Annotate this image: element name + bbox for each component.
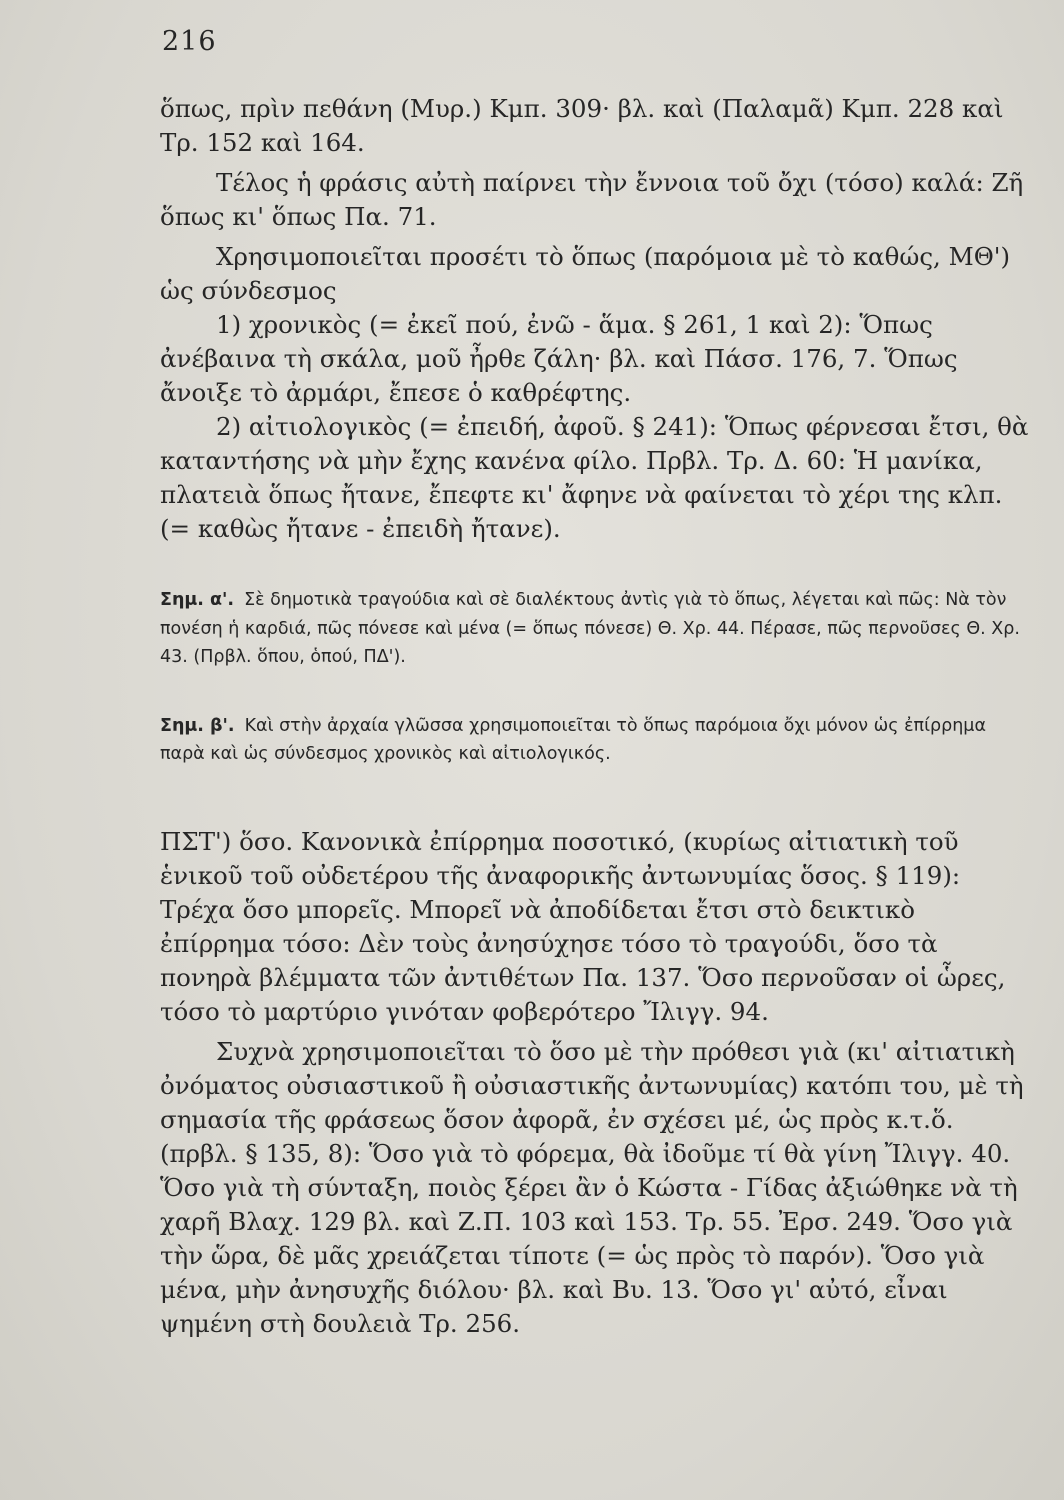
note-b — [160, 712, 1030, 769]
note-b-text: Καὶ στὴν ἀρχαία γλῶσσα χρησιμοποιεῖται τὸ ὅπως παρόμοια ὄχι μόνον ὡς ἐπίρρημα παρὰ καὶ ὡς σύνδεσμος χρονικὸς καὶ αἰτιολογικός. — [160, 715, 986, 764]
note-b-label: Σημ. β'. — [160, 715, 235, 736]
page-body — [160, 92, 1030, 1341]
note-a-label: Σημ. α'. — [160, 590, 235, 610]
text-line: 1) χρονικὸς (= ἐκεῖ πού, ἐνῶ - ἅμα. § 261, 1 καὶ 2): Ὅπως ἀνέβαινα τὴ σκάλα, μοῦ ἦρθε ζάλη· βλ. καὶ Πάσσ. 176, 7. Ὅπως ἄνοιξε τὸ ἀρμάρι, ἔπεσε ὁ καθρέφτης. — [160, 310, 958, 407]
note-a — [160, 586, 1030, 672]
text-line: 2) αἰτιολογικὸς (= ἐπειδή, ἀφοῦ. § 241): Ὅπως φέρνεσαι ἔτσι, θὰ καταντήσης νὰ μὴν ἔχης κανένα φίλο. Πρβλ. Τρ. Δ. 60: Ἡ μανίκα, πλατειὰ ὅπως ἤτανε, ἔπεφτε κι' ἄφηνε νὰ φαίνεται τὸ χέρι της κλπ. (= καθὼς ἤτανε - ἐπειδὴ ἤτανε). — [160, 412, 1029, 543]
paragraph-oso — [160, 825, 1030, 1029]
paragraph-chronikos — [160, 308, 1030, 410]
paragraph-syndesmos — [160, 240, 1030, 308]
text-line: Τέλος ἡ φράσις αὐτὴ παίρνει τὴν ἔννοια τοῦ ὄχι (τόσο) καλά: Ζῆ ὅπως κι' ὅπως Πα. 71. — [160, 168, 1024, 231]
paragraph-opos-prin — [160, 92, 1030, 160]
paragraph-aitiologikos — [160, 410, 1030, 546]
text-line: ὅπως, πρὶν πεθάνη (Μυρ.) Κμπ. 309· βλ. καὶ (Παλαμᾶ) Κμπ. 228 καὶ Τρ. 152 καὶ 164. — [160, 94, 1004, 157]
paragraph-oso-gia — [160, 1035, 1030, 1341]
text-line: Συχνὰ χρησιμοποιεῖται τὸ ὅσο μὲ τὴν πρόθεσι γιὰ (κι' αἰτιατικὴ ὀνόματος οὐσιαστικοῦ ἢ οὐσιαστικῆς ἀντωνυμίας) κατόπι του, μὲ τὴ σημασία τῆς φράσεως ὅσον ἀφορᾶ, ἐν σχέσει μέ, ὡς πρὸς κ.τ.ὅ. (πρβλ. § 135, 8): Ὅσο γιὰ τὸ φόρεμα, θὰ ἰδοῦμε τί θὰ γίνη Ἴλιγγ. 40. Ὅσο γιὰ τὴ σύνταξη, ποιὸς ξέρει ἂν ὁ Κώστα - Γίδας ἀξιώθηκε νὰ τὴ χαρῆ Βλαχ. 129 βλ. καὶ Ζ.Π. 103 καὶ 153. Τρ. 55. Ἐρσ. 249. Ὅσο γιὰ τὴν ὥρα, δὲ μᾶς χρειάζεται τίποτε (= ὡς πρὸς τὸ παρόν). Ὅσο γιὰ μένα, μὴν ἀνησυχῆς διόλου· βλ. καὶ Βυ. 13. Ὅσο γι' αὐτό, εἶναι ψημένη στὴ δουλειὰ Τρ. 256. — [160, 1036, 1024, 1338]
text-line: Χρησιμοποιεῖται προσέτι τὸ ὅπως (παρόμοια μὲ τὸ καθώς, ΜΘ') ὡς σύνδεσμος — [160, 242, 1011, 305]
note-a-text: Σὲ δημοτικὰ τραγούδια καὶ σὲ διαλέκτους ἀντὶς γιὰ τὸ ὅπως, λέγεται καὶ πῶς: Νὰ τὸν πονέση ἡ καρδιά, πῶς πόνεσε καὶ μένα (= ὅπως πόνεσε) Θ. Χρ. 44. Πέρασε, πῶς περνοῦσες Θ. Χρ. 43. (Πρβλ. ὅπου, ὁπού, ΠΔ'). — [160, 590, 1020, 667]
paragraph-ochi-toso — [160, 166, 1030, 234]
page-number: 216 — [162, 26, 217, 57]
text-line: ΠΣΤ') ὅσο. Κανονικὰ ἐπίρρημα ποσοτικό, (κυρίως αἰτιατικὴ τοῦ ἑνικοῦ τοῦ οὐδετέρου τῆς ἀναφορικῆς ἀντωνυμίας ὅσος. § 119): Τρέχα ὅσο μπορεῖς. Μπορεῖ νὰ ἀποδίδεται ἔτσι στὸ δεικτικὸ ἐπίρρημα τόσο: Δὲν τοὺς ἀνησύχησε τόσο τὸ τραγούδι, ὅσο τὰ πονηρὰ βλέμματα τῶν ἀντιθέτων Πα. 137. Ὅσο περνοῦσαν οἱ ὧρες, τόσο τὸ μαρτύριο γινόταν φοβερότερο Ἴλιγγ. 94. — [160, 826, 1006, 1026]
